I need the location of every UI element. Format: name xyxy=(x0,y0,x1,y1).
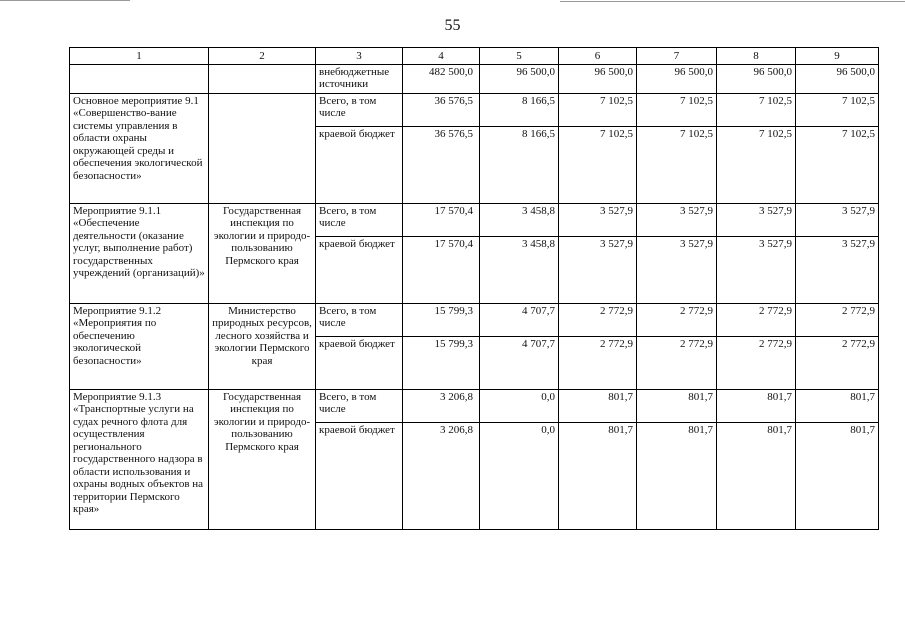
amount-cell: 7 102,5 xyxy=(637,93,717,126)
executor-cell: Государственная инспекция по экологии и природо-пользованию Пермского края xyxy=(209,203,316,303)
amount-cell: 17 570,4 xyxy=(403,236,480,303)
amount-cell: 4 707,7 xyxy=(480,336,559,389)
amount-cell: 7 102,5 xyxy=(717,126,796,203)
column-number: 4 xyxy=(403,48,480,65)
amount-cell: 36 576,5 xyxy=(403,126,480,203)
page-number: 55 xyxy=(444,17,461,34)
amount-cell: 7 102,5 xyxy=(559,126,637,203)
amount-cell: 801,7 xyxy=(559,422,637,529)
amount-cell: 801,7 xyxy=(559,389,637,422)
amount-cell: 801,7 xyxy=(637,422,717,529)
amount-cell: 17 570,4 xyxy=(403,203,480,236)
amount-cell: 801,7 xyxy=(717,389,796,422)
funding-source-cell: Всего, в том числе xyxy=(316,93,403,126)
executor-cell xyxy=(209,93,316,203)
amount-cell: 3 527,9 xyxy=(559,236,637,303)
amount-cell: 2 772,9 xyxy=(796,303,879,336)
scan-top-edge-left xyxy=(0,0,130,1)
amount-cell: 3 458,8 xyxy=(480,236,559,303)
funding-source-cell: Всего, в том числе xyxy=(316,203,403,236)
amount-cell: 96 500,0 xyxy=(717,64,796,93)
amount-cell: 801,7 xyxy=(796,422,879,529)
activity-name-cell: Мероприятие 9.1.1 «Обеспечение деятельности (оказание услуг, выполнение работ) государственных учреждений (организаций)» xyxy=(70,203,209,303)
amount-cell: 3 527,9 xyxy=(637,203,717,236)
amount-cell: 801,7 xyxy=(796,389,879,422)
amount-cell: 482 500,0 xyxy=(403,64,480,93)
amount-cell: 96 500,0 xyxy=(559,64,637,93)
funding-source-cell: Всего, в том числе xyxy=(316,303,403,336)
amount-cell: 8 166,5 xyxy=(480,126,559,203)
funding-source-cell: краевой бюджет xyxy=(316,422,403,529)
amount-cell: 96 500,0 xyxy=(480,64,559,93)
column-number: 8 xyxy=(717,48,796,65)
amount-cell: 3 527,9 xyxy=(637,236,717,303)
amount-cell: 3 527,9 xyxy=(796,236,879,303)
amount-cell: 7 102,5 xyxy=(637,126,717,203)
table-row xyxy=(70,303,879,336)
amount-cell: 2 772,9 xyxy=(559,336,637,389)
table-row xyxy=(70,203,879,236)
funding-source-cell: краевой бюджет xyxy=(316,126,403,203)
executor-cell xyxy=(209,64,316,93)
amount-cell: 7 102,5 xyxy=(796,93,879,126)
amount-cell: 3 206,8 xyxy=(403,422,480,529)
amount-cell: 2 772,9 xyxy=(637,336,717,389)
amount-cell: 2 772,9 xyxy=(717,336,796,389)
amount-cell: 2 772,9 xyxy=(637,303,717,336)
amount-cell: 96 500,0 xyxy=(637,64,717,93)
amount-cell: 2 772,9 xyxy=(796,336,879,389)
budget-table xyxy=(69,47,879,530)
amount-cell: 15 799,3 xyxy=(403,303,480,336)
activity-name-cell: Мероприятие 9.1.3 «Транспортные услуги на судах речного флота для осуществления регионального государственного надзора в области использования и охраны водных объектов на территории Пермского края» xyxy=(70,389,209,529)
amount-cell: 0,0 xyxy=(480,422,559,529)
activity-name-cell: Основное мероприятие 9.1 «Совершенство-вание системы управления в области охраны окружающей среды и обеспечения экологической безопасности» xyxy=(70,93,209,203)
table-row xyxy=(70,93,879,126)
column-number: 1 xyxy=(70,48,209,65)
activity-name-cell: Мероприятие 9.1.2 «Мероприятия по обеспечению экологической безопасности» xyxy=(70,303,209,389)
amount-cell: 3 527,9 xyxy=(559,203,637,236)
executor-cell: Государственная инспекция по экологии и природо-пользованию Пермского края xyxy=(209,389,316,529)
executor-cell: Министерство природных ресурсов, лесного хозяйства и экологии Пермского края xyxy=(209,303,316,389)
amount-cell: 3 527,9 xyxy=(796,203,879,236)
amount-cell: 7 102,5 xyxy=(796,126,879,203)
amount-cell: 7 102,5 xyxy=(717,93,796,126)
amount-cell: 3 206,8 xyxy=(403,389,480,422)
funding-source-cell: краевой бюджет xyxy=(316,336,403,389)
amount-cell: 15 799,3 xyxy=(403,336,480,389)
activity-name-cell xyxy=(70,64,209,93)
funding-source-cell: Всего, в том числе xyxy=(316,389,403,422)
funding-source-cell: краевой бюджет xyxy=(316,236,403,303)
amount-cell: 801,7 xyxy=(637,389,717,422)
amount-cell: 2 772,9 xyxy=(717,303,796,336)
amount-cell: 3 527,9 xyxy=(717,203,796,236)
amount-cell: 96 500,0 xyxy=(796,64,879,93)
amount-cell: 8 166,5 xyxy=(480,93,559,126)
column-number: 2 xyxy=(209,48,316,65)
column-number: 7 xyxy=(637,48,717,65)
table-row xyxy=(70,64,879,93)
funding-source-cell: внебюджетные источники xyxy=(316,64,403,93)
amount-cell: 3 458,8 xyxy=(480,203,559,236)
column-number: 5 xyxy=(480,48,559,65)
amount-cell: 7 102,5 xyxy=(559,93,637,126)
table-row xyxy=(70,389,879,422)
amount-cell: 801,7 xyxy=(717,422,796,529)
amount-cell: 2 772,9 xyxy=(559,303,637,336)
column-number: 9 xyxy=(796,48,879,65)
amount-cell: 3 527,9 xyxy=(717,236,796,303)
scan-top-edge-right xyxy=(560,1,905,2)
amount-cell: 4 707,7 xyxy=(480,303,559,336)
column-number: 6 xyxy=(559,48,637,65)
column-number-row xyxy=(70,48,879,65)
column-number: 3 xyxy=(316,48,403,65)
amount-cell: 0,0 xyxy=(480,389,559,422)
amount-cell: 36 576,5 xyxy=(403,93,480,126)
